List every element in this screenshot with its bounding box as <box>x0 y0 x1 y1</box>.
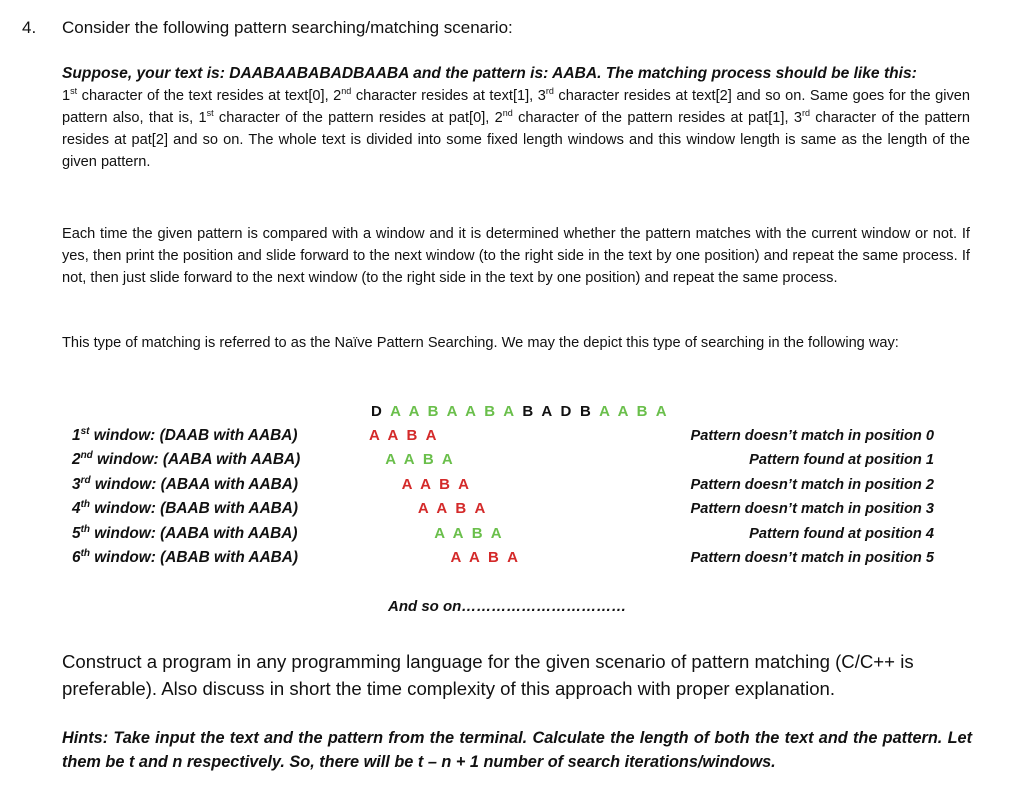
window-label <box>72 549 298 567</box>
window-pattern: A A B A <box>434 524 504 542</box>
window-number: 3 <box>72 475 81 493</box>
text-char: A <box>655 403 669 420</box>
hint-paragraph: Hints: Take input the text and the pattern from the terminal. Calculate the length of both the text and the pattern. Let them be t and n respectively. So, there will be t – n + 1 number of search iterations/windows. <box>62 729 972 771</box>
text-char: A <box>408 403 422 420</box>
window-pattern: A A B A <box>417 500 488 518</box>
text-char: B <box>636 403 650 420</box>
window-number: 5 <box>72 524 81 542</box>
window-label <box>72 525 297 543</box>
window-result: Pattern found at position 1 <box>749 452 934 469</box>
window-ordinal-suffix: rd <box>80 474 91 486</box>
window-number: 2 <box>72 451 81 469</box>
text-char: A <box>390 403 403 420</box>
matching-process-paragraph: Each time the given pattern is compared with a window and it is determined whether the pattern matches with the current window or not. If yes, then print the position and slide forward to the next window (to the right side in the text by one position) and repeat the same process. If not, then just slide forward to the next window (to the right side in the text by one position) and repeat the same process. <box>62 226 970 286</box>
text-char: D <box>560 403 574 420</box>
window-pattern: A A B A <box>401 475 472 493</box>
text-char: B <box>427 403 441 420</box>
window-number: 4 <box>72 500 81 518</box>
naive-search-paragraph: This type of matching is referred to as the Naïve Pattern Searching. We may the depict this type of searching in the following way: <box>62 335 899 351</box>
text-char: B <box>522 403 536 420</box>
text-char: D <box>371 403 385 420</box>
text-char: A <box>465 403 478 420</box>
window-ordinal-suffix: nd <box>80 450 93 462</box>
window-description: window: (BAAB with AABA) <box>90 500 299 518</box>
window-pattern: A A B A <box>369 427 439 444</box>
and-so-on: And so on…………………………… <box>388 598 627 615</box>
window-label <box>72 427 298 445</box>
window-description: window: (ABAB with AABA) <box>90 549 299 566</box>
window-result: Pattern doesn’t match in position 3 <box>690 501 934 518</box>
window-result: Pattern found at position 4 <box>749 525 934 542</box>
text-char: A <box>617 403 631 420</box>
window-result: Pattern doesn’t match in position 5 <box>690 550 934 566</box>
window-number: 6 <box>72 549 81 566</box>
window-pattern: A A B A <box>385 451 456 469</box>
window-label <box>72 476 298 494</box>
text-char: A <box>541 403 554 420</box>
window-description: window: (AABA with AABA) <box>92 451 301 469</box>
window-description: window: (ABAA with AABA) <box>90 475 299 493</box>
indexing-explanation: 1st character of the text resides at text[0], 2nd character resides at text[1], 3rd character resides at text[2] and so on. Same goes for the given pattern also, that is, 1st character of the pattern resides at pat[0], 2nd character of the pattern resides at pat[1], 3rd character of the pattern resides at pat[2] and so on. The whole text is divided into some fixed length windows and this window length is same as the length of the given pattern. <box>62 86 971 170</box>
question-number: 4. <box>22 18 37 37</box>
text-char: B <box>484 403 498 420</box>
text-char: B <box>580 403 594 420</box>
window-description: window: (DAAB with AABA) <box>89 427 298 444</box>
intro-paragraph <box>62 63 970 173</box>
window-number: 1 <box>72 427 81 444</box>
text-char: A <box>446 403 460 420</box>
text-char: A <box>599 403 612 420</box>
window-label <box>72 451 300 469</box>
window-description: window: (AABA with AABA) <box>90 524 298 542</box>
text-char: A <box>503 403 516 420</box>
window-pattern: A A B A <box>450 549 521 566</box>
window-ordinal-suffix: th <box>80 523 91 535</box>
window-result: Pattern doesn’t match in position 0 <box>690 428 934 444</box>
window-label <box>72 500 298 518</box>
task-instruction: Construct a program in any programming language for the given scenario of pattern matching (C/C++ is preferable). Also discuss in short the time complexity of this approach with proper explanation. <box>62 651 914 699</box>
window-ordinal-suffix: th <box>80 499 91 511</box>
window-ordinal-suffix: th <box>80 547 91 559</box>
window-ordinal-suffix: st <box>80 425 90 437</box>
window-result: Pattern doesn’t match in position 2 <box>690 476 934 493</box>
question-title: Consider the following pattern searching/matching scenario: <box>62 18 513 37</box>
text-sequence <box>371 403 669 420</box>
scenario-lead: Suppose, your text is: DAABAABABADBAABA and the pattern is: AABA. The matching process should be like this: <box>62 65 917 82</box>
